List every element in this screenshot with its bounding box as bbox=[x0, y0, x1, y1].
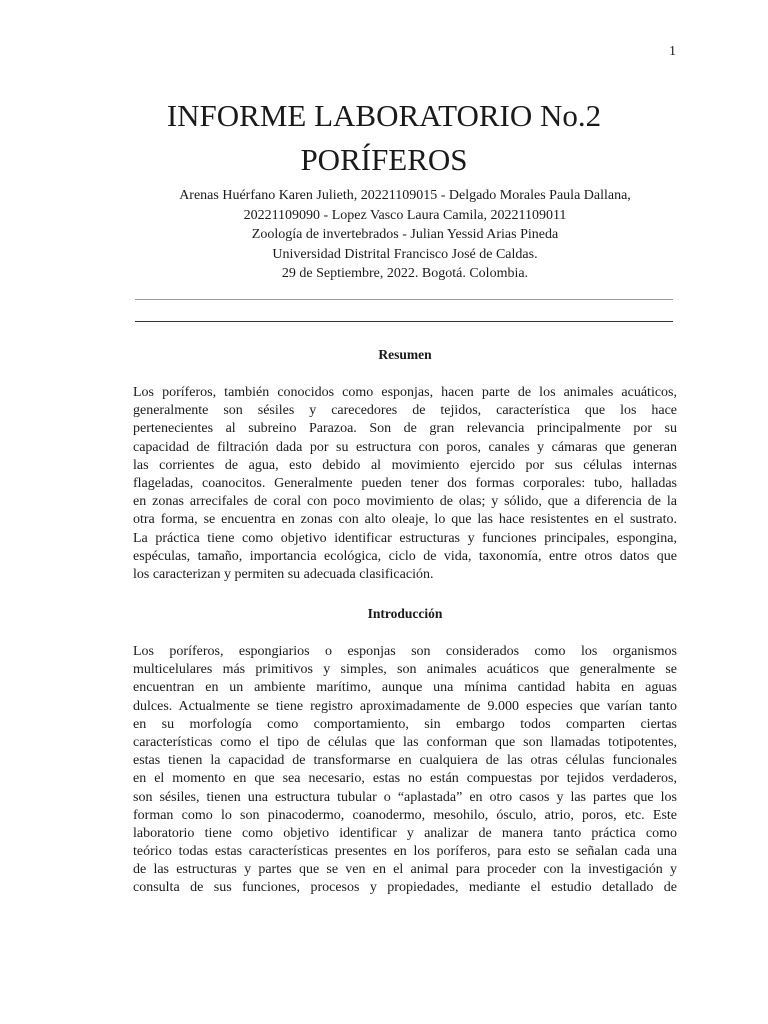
page-number: 1 bbox=[669, 44, 676, 59]
abstract-paragraph bbox=[133, 384, 677, 584]
university-line: Universidad Distrital Francisco José de Caldas. bbox=[272, 246, 538, 262]
introduction-line: son sésiles, tienen una estructura tubular o “aplastada” en otro casos y las partes que los bbox=[133, 789, 677, 805]
introduction-paragraph bbox=[133, 643, 677, 898]
divider-thick bbox=[135, 321, 673, 322]
abstract-line: los caracterizan y permiten su adecuada clasificación. bbox=[133, 566, 434, 582]
introduction-line: de las estructuras y partes que se ven en el animal para proceder con la investigación y bbox=[133, 862, 677, 878]
title-line-2: PORÍFEROS bbox=[300, 142, 468, 177]
abstract-line: en zonas arrecifales de coral con poco movimiento de olas; y sólido, que a diferencia de la bbox=[133, 494, 677, 510]
abstract-line: las corrientes de agua, esto debido al movimiento ejercido por sus células internas bbox=[133, 457, 677, 473]
introduction-line: en el momento en que sea necesario, estas no están compuestas por tejidos verdaderos, bbox=[133, 771, 677, 787]
introduction-line: estas tienen la capacidad de transformarse en cualquiera de las otras células funcionales bbox=[133, 753, 677, 769]
authors-line-1: Arenas Huérfano Karen Julieth, 20221109015 - Delgado Morales Paula Dallana, bbox=[179, 188, 631, 203]
author-block bbox=[110, 186, 700, 284]
abstract-line: La práctica tiene como objetivo identificar estructuras y funciones principales, espongina, bbox=[133, 530, 677, 546]
title-line-1: INFORME LABORATORIO No.2 bbox=[166, 98, 602, 133]
introduction-line: teórico todas estas características presentes en los poríferos, para esto se señalan cada una bbox=[133, 844, 677, 860]
course-line: Zoología de invertebrados - Julian Yessid Arias Pineda bbox=[251, 227, 559, 242]
introduction-heading: Introducción bbox=[367, 606, 443, 621]
authors-line-2: 20221109090 - Lopez Vasco Laura Camila, 20221109011 bbox=[243, 207, 567, 223]
introduction-line: en su morfología como comportamiento, sin embargo todos comparten ciertas bbox=[133, 716, 677, 732]
abstract-line: espéculas, tamaño, importancia ecológica, ciclo de vida, taxonomía, entre otros datos que bbox=[133, 548, 677, 564]
abstract-line: generalmente son sésiles y carecedores de tejidos, característica que los hace bbox=[133, 403, 677, 419]
report-title bbox=[0, 94, 768, 182]
introduction-line: dulces. Actualmente se tiene registro aproximadamente de 9.000 especies que varían tanto bbox=[133, 698, 677, 714]
abstract-line: capacidad de filtración dada por su estructura con poros, canales y cámaras que generan bbox=[133, 439, 677, 455]
abstract-line: otra forma, se encuentra en zonas con alto oleaje, lo que las hace resistentes en el sustrato. bbox=[133, 512, 677, 528]
divider-thin bbox=[135, 299, 673, 300]
abstract-line: pertenecientes al subreino Parazoa. Son de gran relevancia principalmente por su bbox=[133, 421, 677, 437]
introduction-line: Los poríferos, espongiarios o esponjas son considerados como los organismos bbox=[133, 644, 677, 659]
date-location-line: 29 de Septiembre, 2022. Bogotá. Colombia. bbox=[281, 266, 529, 281]
abstract-heading: Resumen bbox=[378, 347, 432, 362]
introduction-line: laboratorio tiene como objetivo identificar y analizar de manera tanto práctica como bbox=[133, 825, 677, 841]
introduction-line: forman como lo son pinacodermo, coanodermo, mesohilo, ósculo, atrio, poros, etc. Este bbox=[133, 807, 677, 823]
abstract-line: flageladas, coanocitos. Generalmente pueden tener dos formas corporales: tubo, halladas bbox=[133, 475, 677, 491]
introduction-line: multicelulares más primitivos y simples, son animales acuáticos que generalmente se bbox=[133, 662, 677, 678]
introduction-line: encuentran en un ambiente marítimo, aunque una mínima cantidad habita en aguas bbox=[133, 680, 677, 696]
introduction-line: consulta de sus funciones, procesos y propiedades, mediante el estudio detallado de bbox=[133, 880, 677, 896]
abstract-line: Los poríferos, también conocidos como esponjas, hacen parte de los animales acuáticos, bbox=[133, 385, 677, 400]
introduction-line: características como el tipo de células que las conforman que son llamadas totipotentes, bbox=[133, 734, 677, 750]
